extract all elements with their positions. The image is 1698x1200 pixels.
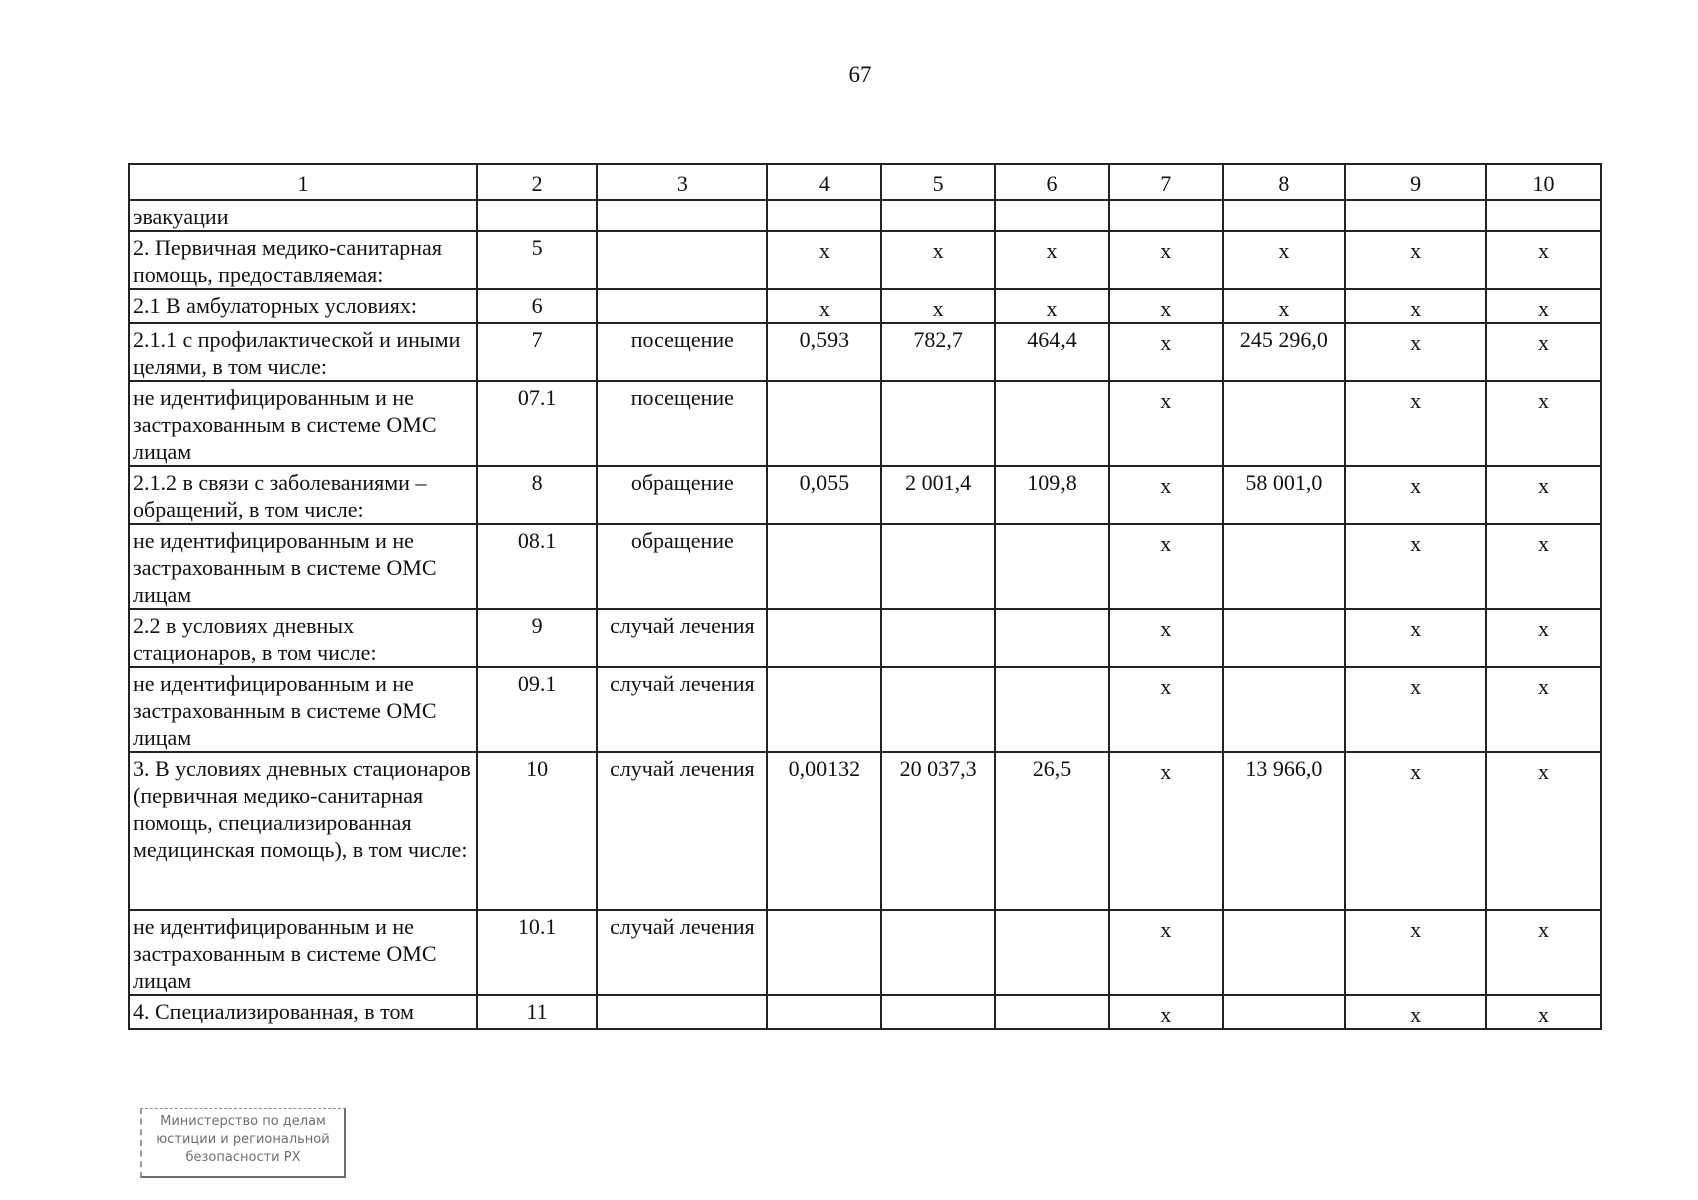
table-cell: х [1345, 752, 1486, 910]
table-cell [1223, 524, 1345, 609]
table-cell: х [881, 231, 995, 289]
table-cell: 782,7 [881, 323, 995, 381]
table-cell: х [1109, 381, 1223, 466]
table-cell: х [1109, 289, 1223, 323]
table-cell: 245 296,0 [1223, 323, 1345, 381]
table-cell [1223, 200, 1345, 231]
table-cell [995, 667, 1109, 752]
table-row [129, 200, 1601, 231]
table-cell [995, 524, 1109, 609]
column-header: 9 [1345, 164, 1486, 200]
table-cell: х [1486, 524, 1601, 609]
table-cell [1223, 381, 1345, 466]
table-cell [881, 995, 995, 1029]
table-cell: х [1109, 323, 1223, 381]
table-cell: х [1486, 995, 1601, 1029]
row-name-cell: 2. Первичная медико-санитарная помощь, предоставляемая: [129, 231, 477, 289]
table-cell: х [1345, 609, 1486, 667]
table-cell [767, 995, 881, 1029]
table-cell: х [1109, 609, 1223, 667]
table-cell: случай лечения [597, 910, 767, 995]
column-header: 10 [1486, 164, 1601, 200]
table-cell: х [1345, 466, 1486, 524]
table-cell [767, 609, 881, 667]
table-row [129, 323, 1601, 381]
table-cell [881, 200, 995, 231]
table-cell: х [1345, 524, 1486, 609]
table-cell [767, 381, 881, 466]
table-cell: 0,593 [767, 323, 881, 381]
table-cell [1486, 200, 1601, 231]
row-name-cell: 4. Специализированная, в том [129, 995, 477, 1029]
ministry-stamp [140, 1108, 346, 1178]
column-header: 1 [129, 164, 477, 200]
table-row [129, 524, 1601, 609]
row-name-cell: 2.1 В амбулаторных условиях: [129, 289, 477, 323]
table-cell: 5 [477, 231, 597, 289]
table-cell: х [1345, 667, 1486, 752]
table-cell: 7 [477, 323, 597, 381]
header-row [129, 164, 1601, 200]
table-cell: х [1486, 231, 1601, 289]
table-cell: х [995, 231, 1109, 289]
table-cell [1223, 609, 1345, 667]
table-cell: х [1109, 466, 1223, 524]
table-cell: обращение [597, 524, 767, 609]
table-cell [995, 609, 1109, 667]
row-name-cell: 2.1.2 в связи с заболеваниями – обращений, в том числе: [129, 466, 477, 524]
table-cell [1345, 200, 1486, 231]
table-cell: случай лечения [597, 609, 767, 667]
row-name-cell: не идентифицированным и не застрахованным в системе ОМС лицам [129, 381, 477, 466]
table-cell: х [1345, 231, 1486, 289]
table-cell: х [1109, 995, 1223, 1029]
page-number: 67 [848, 62, 872, 87]
table-cell [995, 381, 1109, 466]
table-cell: х [767, 231, 881, 289]
table-cell [995, 910, 1109, 995]
table-cell [767, 910, 881, 995]
table-cell: 0,055 [767, 466, 881, 524]
table-cell [597, 200, 767, 231]
table-cell: х [1486, 323, 1601, 381]
table-cell [881, 609, 995, 667]
table-cell [1109, 200, 1223, 231]
table-cell: х [1345, 995, 1486, 1029]
table-cell: 464,4 [995, 323, 1109, 381]
table-cell: 6 [477, 289, 597, 323]
table-cell: 109,8 [995, 466, 1109, 524]
table-cell [1223, 667, 1345, 752]
table-cell [1223, 995, 1345, 1029]
table-cell: х [881, 289, 995, 323]
table-cell [597, 289, 767, 323]
table-cell: х [1486, 289, 1601, 323]
table-cell: 09.1 [477, 667, 597, 752]
table-cell: посещение [597, 323, 767, 381]
table-cell [767, 667, 881, 752]
table-cell: посещение [597, 381, 767, 466]
table-cell: х [995, 289, 1109, 323]
table-body [129, 200, 1601, 1029]
table-row [129, 667, 1601, 752]
data-table [128, 163, 1602, 1030]
column-header: 6 [995, 164, 1109, 200]
table-cell: 08.1 [477, 524, 597, 609]
table-cell: х [1109, 524, 1223, 609]
stamp-line: безопасности РХ [185, 1150, 301, 1165]
table-cell: 10 [477, 752, 597, 910]
table-cell: 13 966,0 [1223, 752, 1345, 910]
table-cell: х [1486, 381, 1601, 466]
table-cell: 2 001,4 [881, 466, 995, 524]
table-cell: 07.1 [477, 381, 597, 466]
table-cell: х [1223, 231, 1345, 289]
table-cell [995, 200, 1109, 231]
table-cell [597, 995, 767, 1029]
table-cell [767, 200, 881, 231]
table-row [129, 752, 1601, 910]
table-row [129, 466, 1601, 524]
table-cell: 26,5 [995, 752, 1109, 910]
table-cell: х [1345, 381, 1486, 466]
stamp-line: юстиции и региональной [156, 1132, 330, 1147]
table-cell: х [1109, 231, 1223, 289]
table-cell: обращение [597, 466, 767, 524]
table-cell [995, 995, 1109, 1029]
table-row [129, 231, 1601, 289]
table-cell [881, 381, 995, 466]
table-row [129, 995, 1601, 1029]
table-cell: х [1486, 752, 1601, 910]
table-cell: х [1486, 667, 1601, 752]
table-row [129, 910, 1601, 995]
table-cell [881, 910, 995, 995]
table-cell: х [1109, 910, 1223, 995]
column-header: 3 [597, 164, 767, 200]
table-row [129, 609, 1601, 667]
column-header: 7 [1109, 164, 1223, 200]
row-name-cell: 3. В условиях дневных стационаров (первичная медико-санитарная помощь, специализированная медицинская помощь), в том числе: [129, 752, 477, 910]
row-name-cell: не идентифицированным и не застрахованным в системе ОМС лицам [129, 524, 477, 609]
table-cell: 8 [477, 466, 597, 524]
table-row [129, 289, 1601, 323]
table-cell: х [1345, 910, 1486, 995]
table-cell [1223, 910, 1345, 995]
column-header: 8 [1223, 164, 1345, 200]
table-cell: случай лечения [597, 752, 767, 910]
table-cell: 0,00132 [767, 752, 881, 910]
table-cell: 58 001,0 [1223, 466, 1345, 524]
table-cell: 9 [477, 609, 597, 667]
table-cell: х [1345, 323, 1486, 381]
table-cell [767, 524, 881, 609]
table-cell: х [1109, 752, 1223, 910]
table-cell [477, 200, 597, 231]
column-header: 2 [477, 164, 597, 200]
table-cell [881, 524, 995, 609]
table-cell [881, 667, 995, 752]
row-name-cell: эвакуации [129, 200, 477, 231]
table-cell: х [1486, 466, 1601, 524]
table-cell: 11 [477, 995, 597, 1029]
row-name-cell: 2.2 в условиях дневных стационаров, в том числе: [129, 609, 477, 667]
stamp-line: Министерство по делам [160, 1114, 326, 1129]
table-cell: 10.1 [477, 910, 597, 995]
table-cell: 20 037,3 [881, 752, 995, 910]
table-cell [597, 231, 767, 289]
row-name-cell: 2.1.1 с профилактической и иными целями, в том числе: [129, 323, 477, 381]
table-cell: х [767, 289, 881, 323]
table-cell: х [1486, 609, 1601, 667]
table-cell: х [1345, 289, 1486, 323]
row-name-cell: не идентифицированным и не застрахованным в системе ОМС лицам [129, 667, 477, 752]
column-header: 4 [767, 164, 881, 200]
row-name-cell: не идентифицированным и не застрахованным в системе ОМС лицам [129, 910, 477, 995]
column-header: 5 [881, 164, 995, 200]
table-cell: х [1223, 289, 1345, 323]
table-row [129, 381, 1601, 466]
table-cell: х [1486, 910, 1601, 995]
table-cell: случай лечения [597, 667, 767, 752]
table-cell: х [1109, 667, 1223, 752]
